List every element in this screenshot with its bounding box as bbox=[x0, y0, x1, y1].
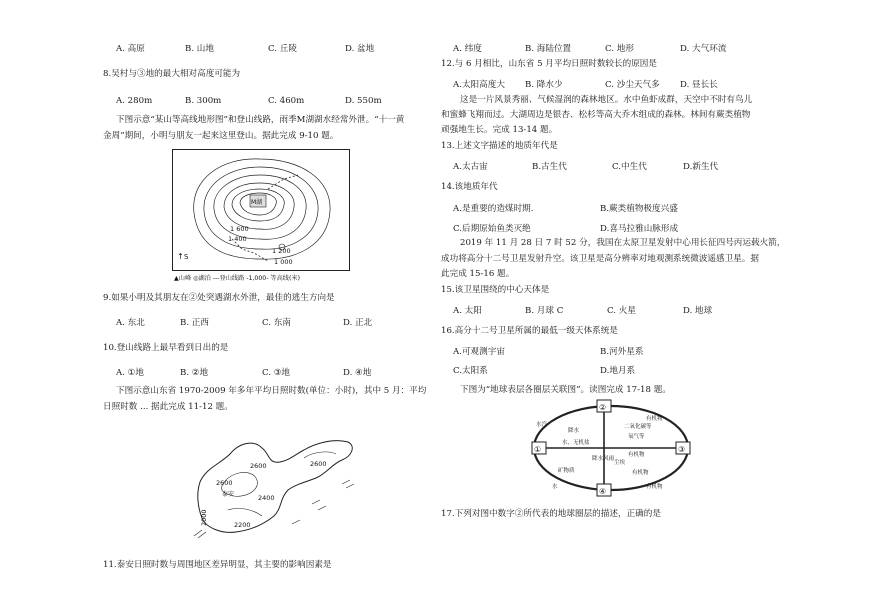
intro-13-line2: 和蜜蜂飞翔而过。大湖周边是银杏、松杉等高大乔木组成的森林。林间有蕨类植物 bbox=[441, 110, 751, 120]
sunshine-map-figure bbox=[192, 424, 364, 540]
q15-option-d: D. 地球 bbox=[683, 306, 713, 316]
label-water-salt: 水、无机盐 bbox=[562, 440, 590, 446]
isoline-2000: 2000 bbox=[200, 509, 208, 526]
q11-option-b: B. 海陆位置 bbox=[525, 44, 572, 54]
isoline-2200: 2200 bbox=[234, 521, 251, 529]
q10-option-c: C. ③地 bbox=[262, 368, 291, 378]
sphere-diagram-figure bbox=[528, 398, 694, 498]
label-organic-br: 有机物 bbox=[646, 484, 663, 490]
contour-label-1400: 1 400 bbox=[228, 235, 247, 243]
q16-option-d: D.地月系 bbox=[600, 366, 636, 376]
intro-17: 下图为“地球表层各圈层关联图”。读图完成 17-18 题。 bbox=[460, 385, 671, 395]
q10-option-a: A. ①地 bbox=[116, 368, 144, 378]
label-rain-left: 降水 bbox=[568, 428, 580, 434]
q15-stem: 15.该卫星围绕的中心天体是 bbox=[441, 285, 550, 295]
q8-option-c: C. 460m bbox=[268, 96, 305, 106]
q8-option-a: A. 280m bbox=[116, 96, 153, 106]
q10-stem: 10.登山线路上最早看到日出的是 bbox=[103, 343, 229, 353]
taian-label: 泰安 bbox=[222, 491, 235, 498]
q12-stem: 12.与 6 月相比，山东省 5 月平均日照时数较长的原因是 bbox=[441, 59, 657, 69]
q16-option-a: A.可观测宇宙 bbox=[453, 347, 505, 357]
q12-option-a: A.太阳高度大 bbox=[453, 80, 505, 90]
intro-13-line1: 这是一片风景秀丽、气候湿润的森林地区。水中鱼虾成群，天空中不时有鸟儿 bbox=[460, 95, 753, 105]
intro-11-line2: 日照时数 ... 据此完成 11-12 题。 bbox=[103, 402, 233, 412]
q14-option-b: B.蕨类植物极度兴盛 bbox=[600, 204, 678, 214]
q13-option-d: D.新生代 bbox=[683, 162, 719, 172]
q14-stem: 14.该地质年代 bbox=[441, 182, 498, 192]
q11-option-c: C. 地形 bbox=[605, 44, 634, 54]
q12-option-b: B. 降水少 bbox=[525, 80, 563, 90]
label-vapor: 水汽 bbox=[536, 422, 548, 428]
q13-option-a: A.太古宙 bbox=[453, 162, 488, 172]
contour-label-1200: 1 200 bbox=[272, 247, 291, 255]
q15-option-b: B. 月球 C bbox=[525, 306, 564, 316]
node-3: ③ bbox=[678, 445, 686, 454]
intro-9-line1: 下图示意“某山等高线地形图”和登山线路，雨季M湖湖水经常外泄。“十一黄 bbox=[116, 115, 405, 125]
q15-option-c: C. 火星 bbox=[607, 306, 636, 316]
label-organic-bottom: 有机物 bbox=[632, 470, 649, 476]
node-4: ④ bbox=[599, 487, 607, 496]
isoline-2600-center: 2600 bbox=[216, 479, 233, 487]
map-legend: ▲山峰 ◎湖泊 ---登山线路 -1,000- 等高线(米) bbox=[174, 275, 300, 282]
south-label: S bbox=[184, 253, 189, 261]
q10-option-d: D. ④地 bbox=[343, 368, 372, 378]
label-oxygen: 氧气等 bbox=[628, 434, 645, 440]
label-dust: 尘埃 bbox=[614, 460, 626, 466]
q13-option-c: C.中生代 bbox=[612, 162, 647, 172]
node-1: ① bbox=[534, 445, 542, 454]
q9-stem: 9.如果小明及其朋友在②处突遇湖水外泄，最佳的逃生方向是 bbox=[103, 293, 335, 303]
q11-stem: 11.泰安日照时数与周围地区差异明显，其主要的影响因素是 bbox=[103, 560, 332, 570]
node-2: ② bbox=[599, 403, 607, 412]
q8-option-d: D. 550m bbox=[345, 96, 382, 106]
q16-option-c: C.太阳系 bbox=[453, 366, 488, 376]
q11-option-d: D. 大气环流 bbox=[680, 44, 727, 54]
q14-option-a: A.是重要的造煤时期. bbox=[453, 204, 534, 214]
label-rain-wind: 降水风雨 bbox=[592, 456, 615, 462]
label-organic-right: 有机物 bbox=[628, 452, 645, 458]
q17-stem: 17.下列对图中数字②所代表的地球圈层的描述，正确的是 bbox=[441, 509, 661, 519]
lake-label: M湖 bbox=[251, 199, 263, 206]
isoline-2600-west: 2600 bbox=[250, 462, 267, 470]
q8-stem: 8.吴村与③地的最大相对高度可能为 bbox=[103, 69, 241, 79]
intro-15-line2: 成功将高分十二号卫星发射升空。该卫星是高分辨率对地观测系统微波遥感卫星。据 bbox=[441, 254, 759, 264]
contour-label-1000: 1 000 bbox=[274, 258, 293, 266]
intro-15-line3: 此完成 15-16 题。 bbox=[441, 269, 515, 279]
q7-option-a: A. 高原 bbox=[116, 44, 145, 54]
isoline-2600-east: 2600 bbox=[310, 460, 327, 468]
north-arrow-icon: ↑ bbox=[177, 252, 184, 261]
q12-option-c: C. 沙尘天气多 bbox=[605, 80, 660, 90]
contour-label-1600: 1 600 bbox=[230, 225, 249, 233]
q14-option-d: D.喜马拉雅山脉形成 bbox=[600, 224, 679, 234]
q10-option-b: B. ②地 bbox=[180, 368, 209, 378]
q16-stem: 16.高分十二号卫星所属的最低一级天体系统是 bbox=[441, 326, 618, 336]
q9-option-a: A. 东北 bbox=[116, 318, 145, 328]
label-co2: 二氧化碳等 bbox=[624, 424, 652, 430]
q15-option-a: A. 太阳 bbox=[453, 306, 482, 316]
intro-13-line3: 顽强地生长。完成 13-14 题。 bbox=[441, 125, 558, 135]
q16-option-b: B.河外星系 bbox=[600, 347, 644, 357]
q11-option-a: A. 纬度 bbox=[453, 44, 482, 54]
intro-9-line2: 金周”期间，小明与朋友一起来这里登山。据此完成 9-10 题。 bbox=[103, 131, 339, 141]
intro-15-line1: 2019 年 11 月 28 日 7 时 52 分，我国在太原卫星发射中心用长征四号丙运载火箭， bbox=[460, 238, 786, 248]
intro-11-line1: 下图示意山东省 1970-2009 年多年平均日照时数(单位：小时)，其中 5 月：平均 bbox=[116, 386, 427, 396]
q13-option-b: B.古生代 bbox=[532, 162, 567, 172]
q9-option-b: B. 正西 bbox=[180, 318, 209, 328]
q9-option-c: C. 东南 bbox=[262, 318, 291, 328]
label-organic-top: 有机物 bbox=[646, 416, 663, 422]
label-minerals: 矿物质 bbox=[558, 468, 575, 474]
q7-option-c: C. 丘陵 bbox=[268, 44, 297, 54]
label-water-bottom: 水 bbox=[552, 484, 558, 490]
q8-option-b: B. 300m bbox=[185, 96, 222, 106]
q7-option-b: B. 山地 bbox=[185, 44, 214, 54]
contour-map-figure bbox=[172, 149, 350, 283]
q13-stem: 13.上述文字描述的地质年代是 bbox=[441, 141, 558, 151]
q12-option-d: D. 昼长长 bbox=[680, 80, 718, 90]
q7-option-d: D. 盆地 bbox=[345, 44, 375, 54]
q9-option-d: D. 正北 bbox=[343, 318, 373, 328]
q14-option-c: C.后期原始鱼类灭绝 bbox=[453, 224, 531, 234]
isoline-2400: 2400 bbox=[258, 494, 275, 502]
